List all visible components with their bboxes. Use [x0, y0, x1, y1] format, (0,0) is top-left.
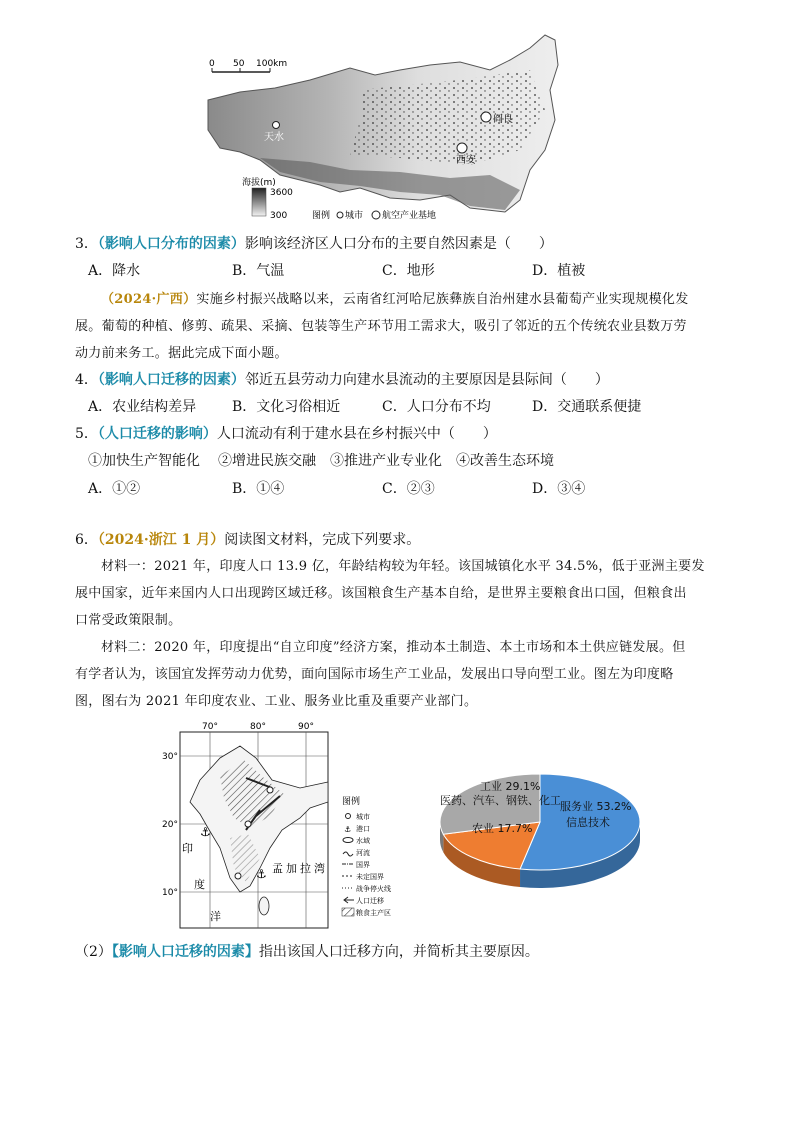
- india-map: [160, 718, 395, 933]
- q5-item-3: ③推进产业专业化: [330, 453, 442, 469]
- q6-2-stem: （2）【影响人口迁移的因素】指出该国人口迁移方向，并简析其主要原因。: [75, 944, 539, 960]
- scale-100: 100km: [256, 59, 288, 69]
- legend-item-migration: 人口迁移: [356, 897, 384, 905]
- city-icon-1: [267, 787, 273, 793]
- q4-option-a[interactable]: A．农业结构差异: [88, 399, 197, 415]
- legend-aviation: 航空产业基地: [382, 211, 437, 221]
- q5-stem: 5．（人口迁移的影响）人口流动有利于建水县在乡村振兴中（ ）: [75, 426, 497, 442]
- passage-line3: 动力前来务工。据此完成下面小题。: [75, 346, 288, 361]
- legend-item-water: 水域: [356, 837, 370, 845]
- label-xian: 西安: [456, 155, 476, 166]
- anchor-icon-west: ⚓: [200, 825, 211, 839]
- q6-stem: 6．（2024·浙江 1 月）阅读图文材料，完成下列要求。: [75, 532, 421, 548]
- altitude-bar: [252, 188, 266, 216]
- m2-line2: 有学者认为，该国宜发挥劳动力优势，面向国际市场生产工业品，发展出口导向型工业。图左为印度略: [75, 667, 674, 682]
- aviation-xian-icon: [457, 143, 467, 153]
- label-bay: 孟加拉湾: [272, 862, 328, 875]
- m2-line3: 图，图右为 2021 年印度农业、工业、服务业比重及重要产业部门。: [75, 694, 478, 709]
- legend-city: 城市: [345, 211, 364, 221]
- q6-material-1: [75, 553, 735, 634]
- q6-material-2: [75, 634, 735, 715]
- q4-stem: 4．（影响人口迁移的因素）邻近五县劳动力向建水县流动的主要原因是县际间（ ）: [75, 372, 609, 388]
- q5-option-a[interactable]: A．①②: [88, 481, 141, 497]
- legend-altitude: 海拔(m): [242, 178, 276, 188]
- anchor-icon-east: ⚓: [256, 867, 267, 881]
- passage-line1: （2024·广西）实施乡村振兴战略以来，云南省红河哈尼族彝族自治州建水县葡萄产业实现规模化发: [101, 292, 689, 307]
- aviation-yanliang-icon: [481, 112, 491, 122]
- q3-option-c[interactable]: C．地形: [382, 263, 435, 279]
- label-yang: 洋: [210, 910, 221, 923]
- m2-line1: 材料二：2020 年，印度提出“自立印度”经济方案，推动本土制造、本土市场和本土供应链发展。但: [101, 640, 686, 655]
- lon-80: 80°: [250, 722, 266, 732]
- city-icon-3: [235, 873, 241, 879]
- q3-stem: 3．（影响人口分布的因素）影响该经济区人口分布的主要自然因素是（ ）: [75, 236, 553, 252]
- legend-aviation-icon: [372, 211, 380, 219]
- pie-label-services: 服务业 53.2%: [560, 800, 632, 813]
- q5-item-4: ④改善生态环境: [456, 453, 554, 469]
- scale-0: 0: [209, 59, 215, 69]
- label-yanliang: 阎良: [493, 114, 513, 125]
- legend-label: 图例: [312, 211, 331, 221]
- lon-90: 90°: [298, 722, 314, 732]
- q4-option-b[interactable]: B．文化习俗相近: [232, 399, 341, 415]
- q3-option-a[interactable]: A．降水: [88, 263, 141, 279]
- m1-line3: 口常受政策限制。: [75, 613, 182, 628]
- label-du: 度: [194, 878, 205, 891]
- legend-item-city: 城市: [356, 813, 370, 821]
- q4-option-c[interactable]: C．人口分布不均: [382, 399, 491, 415]
- lon-70: 70°: [202, 722, 218, 732]
- pie-sublabel-industry: 医药、汽车、钢铁、化工: [440, 794, 561, 807]
- legend-min: 300: [270, 211, 288, 221]
- lat-30: 30°: [162, 752, 178, 762]
- passage-line2: 展。葡萄的种植、修剪、疏果、采摘、包装等生产环节用工需求大，吸引了邻近的五个传统农业县数万劳: [75, 319, 687, 334]
- legend-item-river: 河流: [356, 849, 370, 857]
- q5-option-c[interactable]: C．②③: [382, 481, 435, 497]
- q4-option-d[interactable]: D．交通联系便捷: [532, 399, 642, 415]
- pie-label-agriculture: 农业 17.7%: [472, 822, 533, 835]
- scale-bar: [209, 59, 287, 72]
- map-legend: [342, 795, 391, 917]
- scale-50: 50: [233, 59, 245, 69]
- q3-option-b[interactable]: B．气温: [232, 263, 285, 279]
- lat-10: 10°: [162, 888, 178, 898]
- legend-item-border: 国界: [356, 861, 370, 869]
- passage-4-5: [75, 286, 735, 367]
- q3-option-d[interactable]: D．植被: [532, 263, 586, 279]
- sri-lanka: [259, 897, 269, 915]
- q5-option-b[interactable]: B．①④: [232, 481, 285, 497]
- q5-option-d[interactable]: D．③④: [532, 481, 586, 497]
- legend-item-undetermined: 未定国界: [356, 873, 384, 881]
- relief-map: [200, 30, 570, 230]
- legend-item-grain: 粮食主产区: [356, 909, 391, 917]
- pie-label-industry: 工业 29.1%: [480, 780, 541, 793]
- label-tianshui: 天水: [264, 132, 284, 143]
- sector-pie-chart: [430, 760, 660, 900]
- m1-line2: 展中国家，近年来国内人口出现跨区域迁移。该国粮食生产基本自给，是世界主要粮食出口国，但粮食出: [75, 586, 687, 601]
- legend-item-port: 港口: [356, 825, 370, 833]
- lat-20: 20°: [162, 820, 178, 830]
- city-tianshui: [273, 122, 280, 129]
- q5-item-1: ①加快生产智能化: [88, 453, 200, 469]
- svg-text:⚓: ⚓: [344, 825, 352, 834]
- city-icon-2: [245, 821, 251, 827]
- legend-title: 图例: [342, 797, 361, 807]
- pie-sublabel-services: 信息技术: [566, 816, 610, 829]
- legend-max: 3600: [270, 188, 293, 198]
- legend-city-icon: [337, 212, 343, 218]
- label-yin: 印: [182, 842, 193, 855]
- q5-item-2: ②增进民族交融: [218, 453, 316, 469]
- m1-line1: 材料一：2021 年，印度人口 13.9 亿，年龄结构较为年轻。该国城镇化水平 34.5%，低于亚洲主要发: [101, 559, 705, 574]
- legend-item-ceasefire: 战争停火线: [356, 885, 391, 893]
